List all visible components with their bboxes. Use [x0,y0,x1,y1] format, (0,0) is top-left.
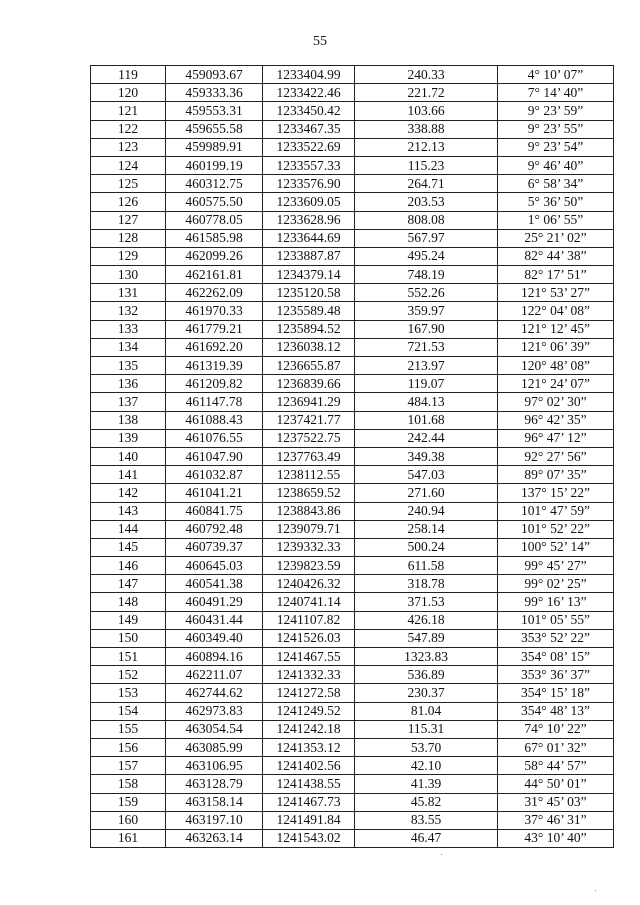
point-number-cell: 150 [91,629,166,647]
distance-cell: 271.60 [355,484,498,502]
bearing-cell: 4° 10’ 07” [498,66,614,84]
point-number-cell: 152 [91,666,166,684]
distance-cell: 748.19 [355,266,498,284]
point-number-cell: 142 [91,484,166,502]
point-number-cell: 141 [91,466,166,484]
x-coordinate-cell: 460312.75 [166,175,263,193]
point-number-cell: 121 [91,102,166,120]
table-row [91,575,614,593]
x-coordinate-cell: 459333.36 [166,84,263,102]
table-row [91,520,614,538]
table-row [91,247,614,265]
y-coordinate-cell: 1239332.33 [263,538,355,556]
distance-cell: 500.24 [355,538,498,556]
bearing-cell: 6° 58’ 34” [498,175,614,193]
bearing-cell: 122° 04’ 08” [498,302,614,320]
x-coordinate-cell: 463128.79 [166,775,263,793]
bearing-cell: 97° 02’ 30” [498,393,614,411]
distance-cell: 42.10 [355,757,498,775]
bearing-cell: 101° 05’ 55” [498,611,614,629]
x-coordinate-cell: 461147.78 [166,393,263,411]
point-number-cell: 151 [91,648,166,666]
y-coordinate-cell: 1241438.55 [263,775,355,793]
table-row [91,811,614,829]
point-number-cell: 135 [91,357,166,375]
y-coordinate-cell: 1233522.69 [263,138,355,156]
point-number-cell: 146 [91,557,166,575]
bearing-cell: 7° 14’ 40” [498,84,614,102]
point-number-cell: 154 [91,702,166,720]
point-number-cell: 136 [91,375,166,393]
y-coordinate-cell: 1241402.56 [263,757,355,775]
bearing-cell: 99° 16’ 13” [498,593,614,611]
y-coordinate-cell: 1241272.58 [263,684,355,702]
bearing-cell: 1° 06’ 55” [498,211,614,229]
table-row [91,538,614,556]
coordinates-table-body [91,66,614,848]
distance-cell: 547.89 [355,629,498,647]
table-row [91,611,614,629]
bearing-cell: 37° 46’ 31” [498,811,614,829]
x-coordinate-cell: 462099.26 [166,247,263,265]
y-coordinate-cell: 1236941.29 [263,393,355,411]
x-coordinate-cell: 463263.14 [166,829,263,847]
table-row [91,138,614,156]
page-number: 55 [313,34,327,49]
distance-cell: 611.58 [355,557,498,575]
x-coordinate-cell: 461779.21 [166,320,263,338]
y-coordinate-cell: 1241491.84 [263,811,355,829]
table-row [91,357,614,375]
distance-cell: 81.04 [355,702,498,720]
y-coordinate-cell: 1233467.35 [263,120,355,138]
distance-cell: 115.31 [355,720,498,738]
distance-cell: 45.82 [355,793,498,811]
distance-cell: 212.13 [355,138,498,156]
bearing-cell: 354° 08’ 15” [498,648,614,666]
y-coordinate-cell: 1237421.77 [263,411,355,429]
bearing-cell: 101° 47’ 59” [498,502,614,520]
table-row [91,284,614,302]
y-coordinate-cell: 1241107.82 [263,611,355,629]
x-coordinate-cell: 461692.20 [166,338,263,356]
point-number-cell: 134 [91,338,166,356]
y-coordinate-cell: 1241526.03 [263,629,355,647]
point-number-cell: 125 [91,175,166,193]
distance-cell: 203.53 [355,193,498,211]
point-number-cell: 123 [91,138,166,156]
y-coordinate-cell: 1234379.14 [263,266,355,284]
point-number-cell: 140 [91,447,166,465]
table-row [91,411,614,429]
point-number-cell: 128 [91,229,166,247]
x-coordinate-cell: 460778.05 [166,211,263,229]
table-row [91,175,614,193]
x-coordinate-cell: 460431.44 [166,611,263,629]
table-row [91,702,614,720]
y-coordinate-cell: 1240741.14 [263,593,355,611]
bearing-cell: 121° 53’ 27” [498,284,614,302]
bearing-cell: 354° 48’ 13” [498,702,614,720]
table-row [91,629,614,647]
point-number-cell: 158 [91,775,166,793]
distance-cell: 567.97 [355,229,498,247]
point-number-cell: 120 [91,84,166,102]
point-number-cell: 159 [91,793,166,811]
y-coordinate-cell: 1235894.52 [263,320,355,338]
point-number-cell: 119 [91,66,166,84]
y-coordinate-cell: 1233644.69 [263,229,355,247]
bearing-cell: 121° 24’ 07” [498,375,614,393]
y-coordinate-cell: 1236038.12 [263,338,355,356]
point-number-cell: 144 [91,520,166,538]
distance-cell: 536.89 [355,666,498,684]
table-row [91,684,614,702]
bearing-cell: 9° 23’ 54” [498,138,614,156]
point-number-cell: 149 [91,611,166,629]
x-coordinate-cell: 459655.58 [166,120,263,138]
distance-cell: 167.90 [355,320,498,338]
point-number-cell: 129 [91,247,166,265]
bearing-cell: 121° 06’ 39” [498,338,614,356]
distance-cell: 338.88 [355,120,498,138]
bearing-cell: 9° 23’ 55” [498,120,614,138]
x-coordinate-cell: 461319.39 [166,357,263,375]
x-coordinate-cell: 463085.99 [166,738,263,756]
scan-speck [441,854,442,855]
x-coordinate-cell: 460792.48 [166,520,263,538]
x-coordinate-cell: 460349.40 [166,629,263,647]
x-coordinate-cell: 462973.83 [166,702,263,720]
table-row [91,66,614,84]
x-coordinate-cell: 462262.09 [166,284,263,302]
point-number-cell: 148 [91,593,166,611]
x-coordinate-cell: 460841.75 [166,502,263,520]
distance-cell: 258.14 [355,520,498,538]
y-coordinate-cell: 1241467.73 [263,793,355,811]
point-number-cell: 157 [91,757,166,775]
x-coordinate-cell: 461076.55 [166,429,263,447]
table-row [91,666,614,684]
y-coordinate-cell: 1238112.55 [263,466,355,484]
y-coordinate-cell: 1236655.87 [263,357,355,375]
point-number-cell: 138 [91,411,166,429]
distance-cell: 264.71 [355,175,498,193]
distance-cell: 41.39 [355,775,498,793]
x-coordinate-cell: 463158.14 [166,793,263,811]
x-coordinate-cell: 460894.16 [166,648,263,666]
table-row [91,593,614,611]
distance-cell: 103.66 [355,102,498,120]
table-row [91,156,614,174]
y-coordinate-cell: 1237522.75 [263,429,355,447]
y-coordinate-cell: 1236839.66 [263,375,355,393]
point-number-cell: 126 [91,193,166,211]
y-coordinate-cell: 1233887.87 [263,247,355,265]
bearing-cell: 82° 17’ 51” [498,266,614,284]
table-row [91,484,614,502]
table-row [91,720,614,738]
distance-cell: 349.38 [355,447,498,465]
distance-cell: 53.70 [355,738,498,756]
point-number-cell: 143 [91,502,166,520]
x-coordinate-cell: 459093.67 [166,66,263,84]
distance-cell: 721.53 [355,338,498,356]
x-coordinate-cell: 461047.90 [166,447,263,465]
bearing-cell: 9° 46’ 40” [498,156,614,174]
y-coordinate-cell: 1233450.42 [263,102,355,120]
y-coordinate-cell: 1233422.46 [263,84,355,102]
distance-cell: 221.72 [355,84,498,102]
coordinates-table [90,65,614,848]
bearing-cell: 43° 10’ 40” [498,829,614,847]
y-coordinate-cell: 1238659.52 [263,484,355,502]
bearing-cell: 82° 44’ 38” [498,247,614,265]
bearing-cell: 9° 23’ 59” [498,102,614,120]
table-row [91,84,614,102]
table-row [91,738,614,756]
bearing-cell: 101° 52’ 22” [498,520,614,538]
x-coordinate-cell: 459553.31 [166,102,263,120]
bearing-cell: 67° 01’ 32” [498,738,614,756]
distance-cell: 552.26 [355,284,498,302]
table-row [91,757,614,775]
distance-cell: 115.23 [355,156,498,174]
point-number-cell: 139 [91,429,166,447]
bearing-cell: 96° 47’ 12” [498,429,614,447]
x-coordinate-cell: 461088.43 [166,411,263,429]
x-coordinate-cell: 463054.54 [166,720,263,738]
table-row [91,466,614,484]
point-number-cell: 160 [91,811,166,829]
x-coordinate-cell: 462211.07 [166,666,263,684]
y-coordinate-cell: 1241543.02 [263,829,355,847]
y-coordinate-cell: 1241332.33 [263,666,355,684]
x-coordinate-cell: 460491.29 [166,593,263,611]
point-number-cell: 124 [91,156,166,174]
table-row [91,829,614,847]
distance-cell: 230.37 [355,684,498,702]
point-number-cell: 153 [91,684,166,702]
bearing-cell: 121° 12’ 45” [498,320,614,338]
bearing-cell: 89° 07’ 35” [498,466,614,484]
distance-cell: 240.94 [355,502,498,520]
distance-cell: 318.78 [355,575,498,593]
distance-cell: 240.33 [355,66,498,84]
y-coordinate-cell: 1233628.96 [263,211,355,229]
point-number-cell: 137 [91,393,166,411]
table-row [91,102,614,120]
distance-cell: 1323.83 [355,648,498,666]
distance-cell: 242.44 [355,429,498,447]
table-row [91,338,614,356]
x-coordinate-cell: 460739.37 [166,538,263,556]
table-row [91,320,614,338]
y-coordinate-cell: 1241467.55 [263,648,355,666]
y-coordinate-cell: 1233404.99 [263,66,355,84]
x-coordinate-cell: 460541.38 [166,575,263,593]
bearing-cell: 96° 42’ 35” [498,411,614,429]
distance-cell: 547.03 [355,466,498,484]
bearing-cell: 120° 48’ 08” [498,357,614,375]
y-coordinate-cell: 1239079.71 [263,520,355,538]
scan-speck [595,890,596,891]
bearing-cell: 5° 36’ 50” [498,193,614,211]
point-number-cell: 132 [91,302,166,320]
x-coordinate-cell: 463197.10 [166,811,263,829]
bearing-cell: 99° 02’ 25” [498,575,614,593]
point-number-cell: 156 [91,738,166,756]
x-coordinate-cell: 460645.03 [166,557,263,575]
bearing-cell: 353° 52’ 22” [498,629,614,647]
bearing-cell: 353° 36’ 37” [498,666,614,684]
table-row [91,648,614,666]
y-coordinate-cell: 1241249.52 [263,702,355,720]
y-coordinate-cell: 1237763.49 [263,447,355,465]
x-coordinate-cell: 461032.87 [166,466,263,484]
y-coordinate-cell: 1233557.33 [263,156,355,174]
distance-cell: 371.53 [355,593,498,611]
distance-cell: 426.18 [355,611,498,629]
y-coordinate-cell: 1233609.05 [263,193,355,211]
table-row [91,211,614,229]
point-number-cell: 127 [91,211,166,229]
bearing-cell: 100° 52’ 14” [498,538,614,556]
x-coordinate-cell: 459989.91 [166,138,263,156]
table-row [91,266,614,284]
x-coordinate-cell: 462744.62 [166,684,263,702]
y-coordinate-cell: 1235120.58 [263,284,355,302]
table-row [91,447,614,465]
distance-cell: 46.47 [355,829,498,847]
table-row [91,393,614,411]
point-number-cell: 155 [91,720,166,738]
table-row [91,502,614,520]
bearing-cell: 99° 45’ 27” [498,557,614,575]
y-coordinate-cell: 1235589.48 [263,302,355,320]
x-coordinate-cell: 461041.21 [166,484,263,502]
point-number-cell: 145 [91,538,166,556]
bearing-cell: 44° 50’ 01” [498,775,614,793]
x-coordinate-cell: 461209.82 [166,375,263,393]
table-row [91,557,614,575]
point-number-cell: 147 [91,575,166,593]
bearing-cell: 31° 45’ 03” [498,793,614,811]
distance-cell: 101.68 [355,411,498,429]
distance-cell: 484.13 [355,393,498,411]
bearing-cell: 25° 21’ 02” [498,229,614,247]
distance-cell: 213.97 [355,357,498,375]
point-number-cell: 130 [91,266,166,284]
distance-cell: 83.55 [355,811,498,829]
table-row [91,120,614,138]
point-number-cell: 133 [91,320,166,338]
y-coordinate-cell: 1238843.86 [263,502,355,520]
table-row [91,375,614,393]
bearing-cell: 354° 15’ 18” [498,684,614,702]
y-coordinate-cell: 1241242.18 [263,720,355,738]
x-coordinate-cell: 461585.98 [166,229,263,247]
y-coordinate-cell: 1240426.32 [263,575,355,593]
x-coordinate-cell: 463106.95 [166,757,263,775]
x-coordinate-cell: 460199.19 [166,156,263,174]
table-row [91,229,614,247]
bearing-cell: 74° 10’ 22” [498,720,614,738]
table-row [91,793,614,811]
x-coordinate-cell: 460575.50 [166,193,263,211]
point-number-cell: 131 [91,284,166,302]
distance-cell: 359.97 [355,302,498,320]
table-row [91,302,614,320]
point-number-cell: 122 [91,120,166,138]
y-coordinate-cell: 1239823.59 [263,557,355,575]
x-coordinate-cell: 461970.33 [166,302,263,320]
point-number-cell: 161 [91,829,166,847]
distance-cell: 119.07 [355,375,498,393]
table-row [91,429,614,447]
distance-cell: 495.24 [355,247,498,265]
x-coordinate-cell: 462161.81 [166,266,263,284]
table-row [91,193,614,211]
y-coordinate-cell: 1241353.12 [263,738,355,756]
bearing-cell: 92° 27’ 56” [498,447,614,465]
y-coordinate-cell: 1233576.90 [263,175,355,193]
table-row [91,775,614,793]
distance-cell: 808.08 [355,211,498,229]
bearing-cell: 58° 44’ 57” [498,757,614,775]
bearing-cell: 137° 15’ 22” [498,484,614,502]
